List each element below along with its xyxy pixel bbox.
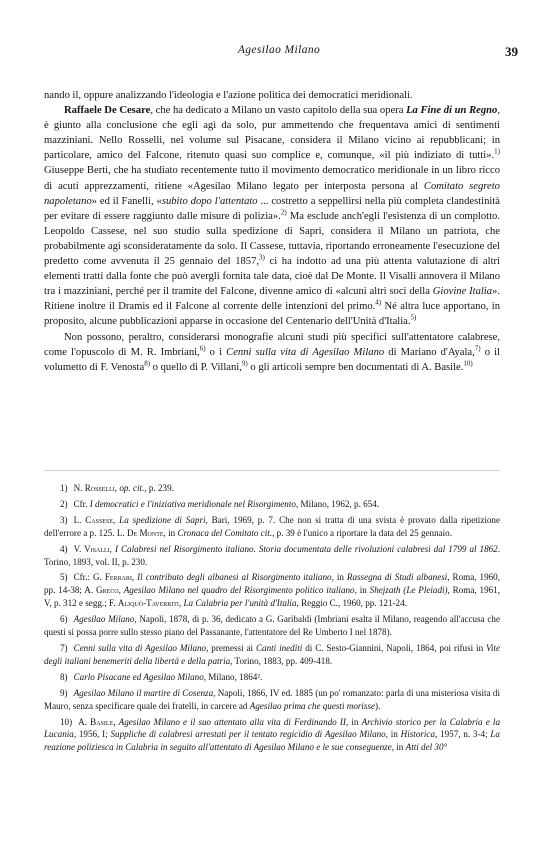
italic-run: La spedizione di Sapri [119,514,206,525]
text-run: , [131,572,138,583]
italic-run: Giovine Italia [432,286,493,298]
italic-run: subito dopo l'attentato [161,195,258,207]
text-run: , [113,514,120,525]
page-header [40,44,518,60]
footnote-2 [44,498,500,511]
footnote-number: 5) [60,572,68,583]
footnote-ref: 7) [474,344,481,353]
footnote-ref: 4) [375,298,382,307]
text-run: , in [354,585,370,596]
text-run: , Reggio C., 1960, pp. 121-24. [296,598,407,609]
text-run: , Napoli, 1866, IV ed. 1885 (un po' romanzato: parla di una misteriosa visita di Mauro, senza specificare quale dei fratelli, in carcere ad [44,687,500,711]
text-run: ). [375,700,381,711]
text-run: , Roma, 1960, pp. 14-38; A. [44,572,501,596]
footnote-ref: 2) [280,208,287,217]
footnote-number: 8) [60,671,68,682]
text-run: Cfr.: G. [73,572,105,583]
text-run: di Mariano d'Ayala, [384,346,475,358]
footnote-9 [44,687,500,713]
italic-run: Agesilao prima che questi morisse [249,700,376,711]
footnote-number: 9) [60,687,68,698]
text-run: » ed il Fanelli, « [91,195,162,207]
footnote-7 [44,642,500,668]
author-name: L. Cassese [73,514,114,525]
text-run: Giuseppe Berti, che ha studiato recentemente tutto il movimento democratico meridionale in un libro ricco di acuti apprezzamenti, ritiene «Agesilao Milano legato per interposta persona al [44,165,500,192]
text-run: di C. Sesto-Giannini, Napoli, 1864, poi rifusi in [302,642,487,653]
paragraph-3 [44,330,500,375]
footnote-number: 4) [60,543,68,554]
book-title: La Fine di un Regno [406,105,498,117]
text-run: Ma esclude anch'egli l'esistenza di un complotto. Leopoldo Cassese, nel suo studio sulla spedizione di Sapri, considera il Milano un patriota, che probabilmente agì sconsideratamente da solo. Il Cassese, tuttavia, riportando erroneamente l'esecuzione del predetto come avvenuta il 25 gennaio del 1857, [44,210,501,268]
text-run: , in [385,729,401,740]
italic-run: Agesilao Milano [73,614,135,625]
italic-run: Carlo Pisacane ed Agesilao Milano [73,671,204,682]
text-run: Né altra luce apportano, in proposito, alcune pubblicazioni apparse in occasione del Centenario dell'Unità d'Italia. [44,301,500,328]
author-name: Aliquò-Taverriti [117,598,179,609]
italic-run: Atti del 30° [405,742,448,753]
italic-run: Shejzath (Le Pleiadi) [369,585,448,596]
paragraph-1: nando il, oppure analizzando l'ideologia e l'azione politica dei democratici meridionali. [44,90,413,101]
footnote-ref: 1) [494,147,500,156]
italic-run: I Calabresi nel Risorgimento italiano. Storia documentata delle rivoluzioni calabresi dal 1799 al 1862 [114,543,498,554]
italic-run: Cenni sulla vita di Agesilao Milano [226,346,385,358]
footnote-5 [44,571,500,610]
text-run: , in [331,572,347,583]
footnote-8 [44,671,500,684]
footnote-separator [44,470,500,471]
footnote-number: 2) [60,498,68,509]
footnote-number: 7) [60,642,68,653]
italic-run: La reazione poliziesca in Calabria in seguito all'attentato di Agesilao Milano e le sue conseguenze [44,729,500,753]
italic-run: I democratici e l'iniziativa meridionale nel Risorgimento [89,498,296,509]
footnote-6 [44,613,500,639]
italic-run: Vite degli italiani benemeriti della libertà e della patria [44,642,500,666]
footnote-ref: 10) [463,359,473,368]
text-run: , in [345,716,362,727]
paragraph-2 [44,103,500,329]
text-run: , in [391,742,406,753]
footnote-ref: 6) [199,344,206,353]
text-run: , [113,716,119,727]
text-run: , Milano, 1962, p. 654. [295,498,380,509]
text-run: o quello di P. Villani, [150,361,242,373]
italic-run: Canti inediti [255,642,303,653]
footnote-number: 3) [60,514,68,525]
text-run: Non possono, peraltro, considerarsi monografie alcuni studi più specifici sull'attentatore calabrese, come l'opuscolo di M. R. Imbriani, [44,331,500,358]
text-run: Cfr. [73,498,90,509]
text-run: ». Ritiene inoltre il Dramis ed il Falcone al corrente delle intenzioni del primo. [44,286,500,313]
text-run: , [114,483,120,493]
text-run: , Torino, 1883, pp. 409-418. [230,655,333,666]
italic-run: Suppliche di calabresi arrestati per il tentato regicidio di Agesilao Milano [110,729,386,740]
text-run: , p. 239. [144,483,174,493]
page-number: 39 [505,44,518,59]
text-run: , che ha dedicato a Milano un vasto capitolo della sua opera [150,105,407,117]
text-run: ci ha indotto ad una più attenta valutazione di altri elementi tratti dalla fonte che può avergli fornita tale data, cioè dal De Monte. Il Visalli annovera il Milano tra i mazziniani, perché per il tramite del Falcone, divenne amico di «alcuni altri soci della [44,256,500,298]
italic-run: op. cit. [119,483,145,493]
main-text [44,88,500,375]
author-name: Raffaele De Cesare [64,105,151,117]
footnote-number: 6) [60,614,68,625]
footnote-4 [44,543,500,569]
italic-run: La Calabria per l'unità d'Italia [183,598,297,609]
italic-run: Historica [400,729,436,740]
text-run: , Napoli, 1878, di p. 36, dedicato a G. Garibaldi (Imbriani esalta il Milano, reagendo all'accusa che questi si possa porre sullo stesso piano del Passanante, l'attentatore del Re Umberto I nel 1878). [44,614,500,638]
text-run: , 1957, n. 3-4; [435,729,491,740]
text-run: , in [163,527,178,538]
italic-run: Agesilao Milano nel quadro del Risorgimento politico italiano [123,585,355,596]
italic-run: Agesilao Milano il martire di Cosenza [73,687,214,698]
author-name: De Monte [126,527,164,538]
text-run: , è giunto alla conclusione che egli agì da solo, pur ammettendo che frequentava amici di sentimenti mazziniani. Nello Rosselli, nel volume sul Pisacane, considera il Milano vicino ai repubblicani; in particolare, amico del Falcone, ritenuto quasi suo complice e, comunque, «il più indiziato di tutti». [44,105,500,162]
footnote-ref: 8) [144,359,151,368]
text-run: , premessi ai [206,642,256,653]
text-run: , 1956, I; [73,729,111,740]
text-run: , Milano, 1864². [203,671,263,682]
footnote-number: 1) [60,483,68,493]
text-run: . Torino, 1893, vol. II, p. 230. [44,543,501,567]
footnote-1 [44,482,500,495]
running-title: Agesilao Milano [237,44,321,56]
footnote-number: 10) [60,716,73,727]
italic-run: Il contributo degli albanesi al Risorgimento italiano [137,572,332,583]
author-name: A. Basile [78,716,114,727]
italic-run: Comitato segreto napoletano [44,180,500,207]
author-name: N. Rosselli [73,483,115,493]
text-run: o il volumetto di F. Venosta [44,346,501,373]
text-run: o gli articoli sempre ben documentati di A. Basile. [247,361,464,373]
footnote-ref: 3) [259,253,265,262]
text-run: ... costretto a seppellirsi nella più completa clandestinità per evitare di essere raggiunto dalle misure di polizia». [44,195,500,222]
italic-run: Agesilao Milano e il suo attentato alla vita di Ferdinando II [118,716,346,727]
author-name: Ferrari [104,572,132,583]
italic-run: Cronaca del Comitato cit. [177,527,273,538]
text-run: , [178,598,184,609]
author-name: Greco [95,585,119,596]
italic-run: Cenni sulla vita di Agesilao Milano [73,642,207,653]
footnotes [44,482,500,757]
text-run: , Roma, 1961, V, p. 312 e segg.; F. [44,585,500,609]
text-run: , p. 39 è l'unico a riportare la data del 25 gennaio. [272,527,453,538]
footnote-ref: 9) [241,359,248,368]
text-run: , Bari, 1969, p. 7. Che non si tratta di una svista è provato dalla ripetizione dell'errore a p. 125. L. [44,514,501,538]
footnote-3 [44,514,500,540]
italic-run: Archivio storico per la Calabria e la Lucania [44,716,500,740]
footnote-ref: 5) [410,313,417,322]
footnote-10 [44,716,500,755]
text-run: , [118,585,124,596]
author-name: V. Visalli [73,543,110,554]
text-run: o i [205,346,227,358]
text-run: , [109,543,115,554]
italic-run: Rassegna di Studi albanesi [346,572,448,583]
